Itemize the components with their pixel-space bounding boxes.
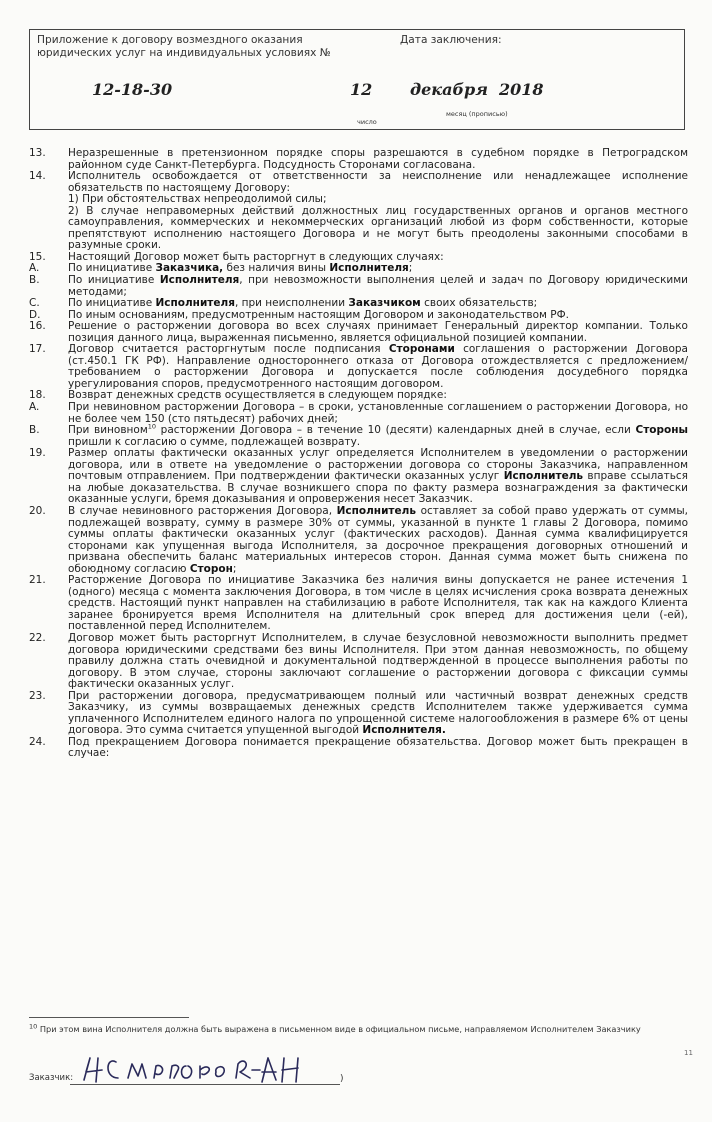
clause-number: 13. (29, 147, 46, 159)
contract-number: 12-18-30 (92, 80, 173, 99)
clause-number: A. (29, 401, 40, 414)
clause-text: По инициативе Исполнителя, при невозможности выполнения целей и задач по Договору юридическими методами; (68, 274, 688, 298)
footnote-divider (29, 1017, 189, 1018)
clause-number: 16. (29, 320, 46, 333)
date-day: 12 (350, 80, 373, 99)
clause-text: 2) В случае неправомерных действий должностных лиц государственных органов и органов местного самоуправления, коммерческих и некоммерческих организаций любой из форм собственности, которые препятствуют исполнению настоящего Договора и не могут быть преодолены законными способами в разумные сроки. (68, 204, 688, 252)
clause-number: 17. (29, 343, 46, 356)
signature-close-paren: ) (340, 1074, 344, 1084)
clause-number: 14. (29, 170, 46, 183)
clause-text: Решение о расторжении договора во всех случаях принимает Генеральный директор компании. Только позиция данного лица, выраженная письменно, является официальной позицией компании. (68, 320, 688, 344)
clause-text: Договор может быть расторгнут Исполнителем, в случае безусловной невозможности выполнить предмет договора юридическими средствами без вины Исполнителя. При этом данная невозможность, по общему правилу должна стать очевидной и документальной подтвержденной в процессе выполнения работы по договору. В этом случае, стороны заключают соглашение о расторжении договора с фиксации суммы фактически оказанных услуг. (68, 631, 688, 691)
clause-text: По иным основаниям, предусмотренным настоящим Договором и законодательством РФ. (68, 308, 570, 321)
clause-number: D. (29, 308, 41, 321)
day-caption: число (357, 118, 377, 126)
clause-number: 20. (29, 504, 46, 517)
clause-text: По инициативе Исполнителя, при неисполнении Заказчиком своих обязательств; (68, 297, 538, 310)
clause-text: По инициативе Заказчика, без наличия вины Исполнителя; (68, 262, 413, 275)
clause-number: B. (29, 274, 40, 287)
footnote-text: При этом вина Исполнителя должна быть выражена в письменном виде в официальном письме, направляемом Исполнителем Заказчику (37, 1024, 641, 1034)
date-month: декабря (410, 80, 488, 99)
clause-item (29, 171, 688, 194)
clause-item (29, 344, 688, 390)
clause-text: При невиновном расторжении Договора – в сроки, установленные соглашением о расторжении Договора, но не более чем 150 (сто пятьдесят) рабочих дней; (68, 401, 688, 425)
clause-text: Расторжение Договора по инициативе Заказчика без наличия вины допускается не ранее истечения 1 (одного) месяца с момента заключения Договора, в том числе в целях исчисления срока возврата денежных средств. Настоящий пункт направлен на стабилизацию в работе Исполнителя, так как на каждого Клиента заранее бронируется время Исполнителя на длительный срок вперед для достижения цели (-ей), поставленной перед Исполнителем. (68, 574, 688, 633)
clause-text: Под прекращением Договора понимается прекращение обязательства. Договор может быть прекращен в случае: (68, 735, 688, 760)
client-label: Заказчик: (29, 1073, 74, 1083)
clause-number: B. (29, 424, 40, 437)
month-caption: месяц (прописью) (446, 110, 508, 118)
clause-text: 1) При обстоятельствах непреодолимой силы; (68, 193, 327, 206)
date-year: 2018 (499, 80, 544, 99)
clause-text: Настоящий Договор может быть расторгнут в следующих случаях: (68, 250, 444, 263)
footnote-mark: 10 (29, 1022, 38, 1031)
footnote (29, 1024, 679, 1034)
clause-text: Договор считается расторгнутым после подписания Сторонами соглашения о расторжении Договора (ст.450.1 ГК РФ). Направление одностороннего отказа от Договора отождествляется с предложением/требованием о расторжении Договора и допускается после соблюдения досудебного порядка урегулирования споров, предусмотренного настоящим договором. (68, 343, 688, 390)
contract-clauses (0, 148, 712, 760)
clause-number: 23. (29, 689, 46, 702)
clause-item (29, 737, 688, 760)
clause-item (29, 691, 688, 737)
clause-text: В случае невиновного расторжения Договора, Исполнитель оставляет за собой право удержать от суммы, подлежащей возврату, сумму в размере 30% от суммы, указанной в пункте 1 главы 2 Договора, помимо суммы оплаты фактически оказанных услуг (фактических расходов). Данная сумма квалифицируется сторонами как упущенная выгода Исполнителя, за досрочное прекращения договорных отношений и призвана обеспечить баланс материальных интересов сторон. Данная сумма может быть снижена по обоюдному согласию Сторон; (68, 504, 688, 575)
clause-item (29, 148, 688, 171)
clause-number: 22. (29, 631, 46, 644)
date-label: Дата заключения: (400, 34, 502, 46)
clause-text: При виновном$^{10}$ расторжении Договора – в течение 10 (десяти) календарных дней в случае, если Стороны пришли к согласию о сумме, подлежащей возврату. (68, 422, 689, 448)
clause-number: 15. (29, 250, 46, 263)
clause-item (29, 506, 688, 575)
clause-text: При расторжении договора, предусматривающем полный или частичный возврат денежных средств Заказчику, из суммы возвращаемых денежных средств Исполнителем также удерживается сумма уплаченного Исполнителем единого налога по упрощенной системе налогообложения в размере 6% от цены договора. Это сумма считается упущенной выгодой Исполнителя. (68, 689, 688, 737)
page-number: 11 (684, 1049, 693, 1057)
header-box (29, 29, 685, 130)
clause-item (29, 575, 688, 633)
clause-text: Возврат денежных средств осуществляется в следующем порядке: (68, 389, 447, 402)
clause-number: 21. (29, 574, 46, 587)
clause-text: Размер оплаты фактически оказанных услуг определяется Исполнителем в уведомлении о расторжении договора, или в ответе на уведомление о расторжении договора со стороны Заказчика, направленном почтовым отправлением. При подтверждении фактически оказанных услуг Исполнитель вправе ссылаться на любые доказательства. В случае возникшего спора по факту размера вознаграждения за фактически оказанные услуги, бремя доказывания и опровержения несет Заказчик. (68, 447, 688, 506)
appendix-title: Приложение к договору возмездного оказания юридических услуг на индивидуальных условиях № (37, 34, 331, 59)
clause-number: A. (29, 262, 40, 275)
clause-item (29, 206, 688, 252)
clause-number: 18. (29, 389, 46, 402)
clause-item (29, 321, 688, 344)
clause-number: 19. (29, 447, 46, 460)
clause-item (29, 402, 688, 425)
handwritten-signature (76, 1052, 326, 1086)
clause-item (29, 275, 688, 298)
clause-text: Неразрешенные в претензионном порядке споры разрешаются в судебном порядке в Петроградском районном суде Санкт-Петербурга. Подсудность Сторонами согласована. (68, 147, 688, 171)
clause-number: C. (29, 297, 40, 310)
clause-text: Исполнитель освобождается от ответственности за неисполнение или ненадлежащее исполнение обязательств по настоящему Договору: (68, 170, 688, 194)
clause-number: 24. (29, 735, 46, 748)
clause-item (29, 448, 688, 506)
clause-item (29, 633, 688, 691)
clause-item (29, 422, 689, 448)
signature-line (70, 1084, 340, 1085)
